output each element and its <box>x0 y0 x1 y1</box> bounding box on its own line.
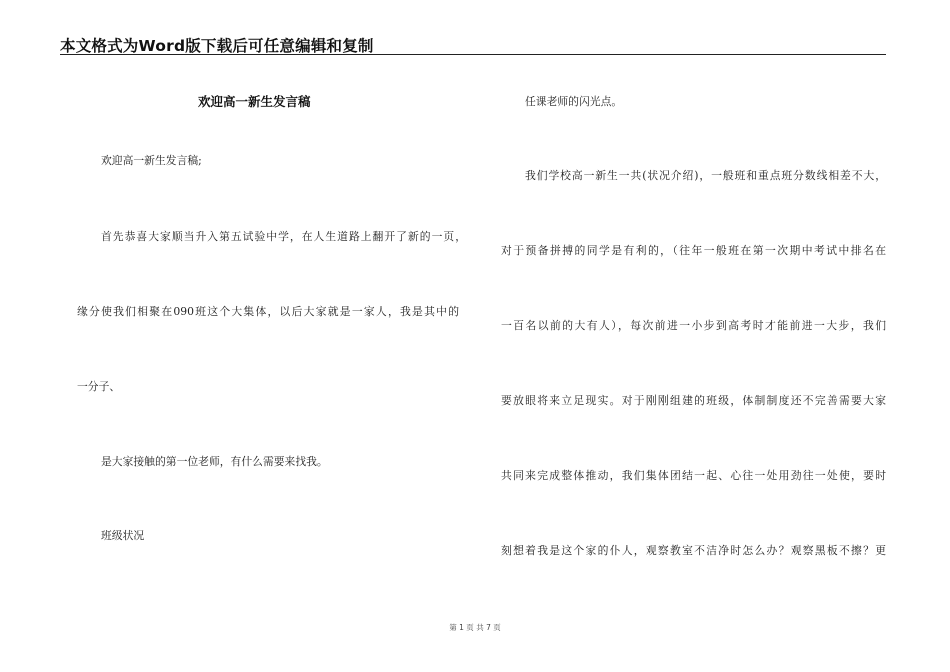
document-header: 本文格式为Word版下载后可任意编辑和复制 <box>60 37 374 55</box>
right-line-7: 刻想着我是这个家的仆人，观察教室不洁净时怎么办？观察黑板不擦？更 <box>501 544 886 557</box>
left-line-2: 首先恭喜大家顺当升入第五试验中学，在人生道路上翻开了新的一页， <box>101 230 466 243</box>
left-line-5: 是大家接触的第一位老师，有什么需要来找我。 <box>101 455 328 468</box>
left-line-4: 一分子、 <box>77 380 121 393</box>
right-line-5: 要放眼将来立足现实。对于刚刚组建的班级，体制制度还不完善需要大家 <box>501 394 886 407</box>
right-line-4: 一百名以前的大有人），每次前进一小步到高考时才能前进一大步，我们 <box>501 319 886 332</box>
page-footer: 第 1 页 共 7 页 <box>449 623 501 632</box>
left-line-3: 缘分使我们相聚在090班这个大集体，以后大家就是一家人，我是其中的 <box>77 305 459 318</box>
left-line-1: 欢迎高一新生发言稿; <box>101 154 202 167</box>
right-line-3: 对于预备拼搏的同学是有利的，（往年一般班在第一次期中考试中排名在 <box>501 244 886 257</box>
right-line-6: 共同来完成整体推动，我们集体团结一起、心往一处用劲往一处使，要时 <box>501 469 886 482</box>
right-line-1: 任课老师的闪光点。 <box>525 95 623 108</box>
right-line-2: 我们学校高一新生一共(状况介绍)，一般班和重点班分数线相差不大， <box>525 169 886 182</box>
document-title: 欢迎高一新生发言稿 <box>198 94 311 109</box>
left-line-6: 班级状况 <box>101 529 145 542</box>
header-divider <box>60 54 886 55</box>
